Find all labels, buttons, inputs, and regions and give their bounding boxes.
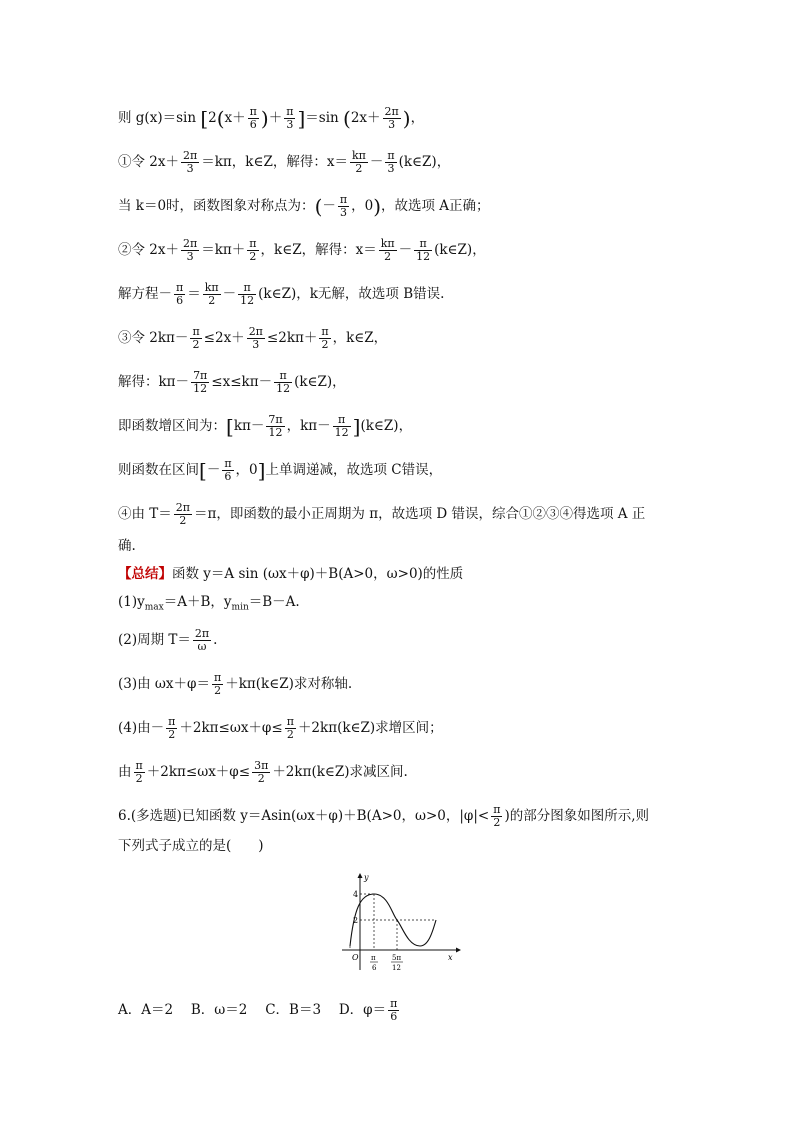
line-decreasing: 则函数在区间[－ $\frac{\pi}{6}$ ，0]上单调递减，故选项 C错误，	[118, 457, 443, 483]
summary-tag: 【总结】	[118, 566, 172, 582]
x-axis-label: x	[448, 953, 453, 962]
line-step3: ③令 2kπ－ $\frac{\pi}{2}$ ≤2x＋ $\frac{2\pi}{3}$ ≤2kπ＋ $\frac{\pi}{2}$ ，k∈Z，	[118, 325, 388, 351]
line-solution: 解得：kπ－ $\frac{7\pi}{12}$ ≤x≤kπ－ $\frac{\pi}{12}$ (k∈Z)，	[118, 369, 346, 395]
summary-item-3: (3)由 ωx＋φ＝ $\frac{\pi}{2}$ ＋kπ(k∈Z)求对称轴.	[118, 671, 353, 697]
summary-heading: 【总结】函数 y＝A sin (ωx＋φ)＋B(A>0，ω>0)的性质	[118, 566, 464, 582]
x-tick-pi6-den: 6	[372, 964, 377, 972]
answer-options: A．A＝2 B．ω＝2 C．B＝3 D．φ＝ $\frac{\pi}{6}$	[118, 997, 398, 1023]
summary-item-2: (2)周期 T＝ $\frac{2\pi}{\omega}$ .	[118, 627, 218, 653]
y-axis-label: y	[364, 873, 369, 882]
x-tick-5pi12-den: 12	[392, 964, 401, 972]
origin-label: O	[352, 953, 359, 962]
y-axis-arrow	[358, 873, 363, 878]
y-tick-4: 4	[353, 890, 359, 899]
summary-item-5: 由 $\frac{\pi}{2}$ ＋2kπ≤ωx＋φ≤ $\frac{3\pi}{2}$ ＋2kπ(k∈Z)求减区间.	[118, 759, 408, 785]
line-step4-cont: 确.	[118, 538, 136, 554]
question-6: 6.(多选题)已知函数 y＝Asin(ωx＋φ)＋B(A>0，ω>0，|φ|< $\frac{\pi}{2}$ )的部分图象如图所示,则	[118, 803, 650, 829]
question-6-cont: 下列式子成立的是( )	[118, 838, 264, 854]
line-increasing-interval: 即函数增区间为：[kπ－ $\frac{7\pi}{12}$ ，kπ－ $\frac{\pi}{12}$ ](k∈Z)，	[118, 413, 413, 439]
x-tick-5pi12-num: 5π	[392, 954, 402, 962]
line-g-def: 则 g(x)＝sin [2(x＋ $\frac{\pi}{6}$ )＋ $\frac{\pi}{3}$ ]＝sin (2x＋ $\frac{2\pi}{3}$ )，	[118, 105, 425, 131]
line-solve-eq: 解方程－ $\frac{\pi}{6}$ ＝ $\frac{k\pi}{2}$ － $\frac{\pi}{12}$ (k∈Z)，k无解，故选项 B错误.	[118, 281, 445, 307]
line-step4: ④由 T＝ $\frac{2\pi}{2}$ ＝π，即函数的最小正周期为 π，故选项 D 错误，综合①②③④得选项 A 正	[118, 501, 646, 527]
line-step2: ②令 2x＋ $\frac{2\pi}{3}$ ＝kπ＋ $\frac{\pi}{2}$ ，k∈Z，解得：x＝ $\frac{k\pi}{2}$ － $\frac{\pi}{12}$ (k∈Z)，	[118, 237, 486, 263]
y-tick-2: 2	[353, 916, 359, 925]
summary-item-1: $(1)y_{max}=A+B$，$y_{min}=B-A$.	[118, 594, 300, 613]
x-tick-pi6-num: π	[371, 954, 376, 962]
line-symmetry-point: 当 k＝0时，函数图象对称点为：(－ $\frac{\pi}{3}$ ，0)，故选项 A正确；	[118, 193, 490, 219]
x-axis-arrow	[456, 948, 461, 953]
function-graph	[338, 870, 462, 974]
line-step1: ①令 2x＋ $\frac{2\pi}{3}$ ＝kπ，k∈Z，解得：x＝ $\frac{k\pi}{2}$ － $\frac{\pi}{3}$ (k∈Z)，	[118, 149, 451, 175]
summary-item-4: (4)由－ $\frac{\pi}{2}$ ＋2kπ≤ωx＋φ≤ $\frac{\pi}{2}$ ＋2kπ(k∈Z)求增区间；	[118, 715, 443, 741]
